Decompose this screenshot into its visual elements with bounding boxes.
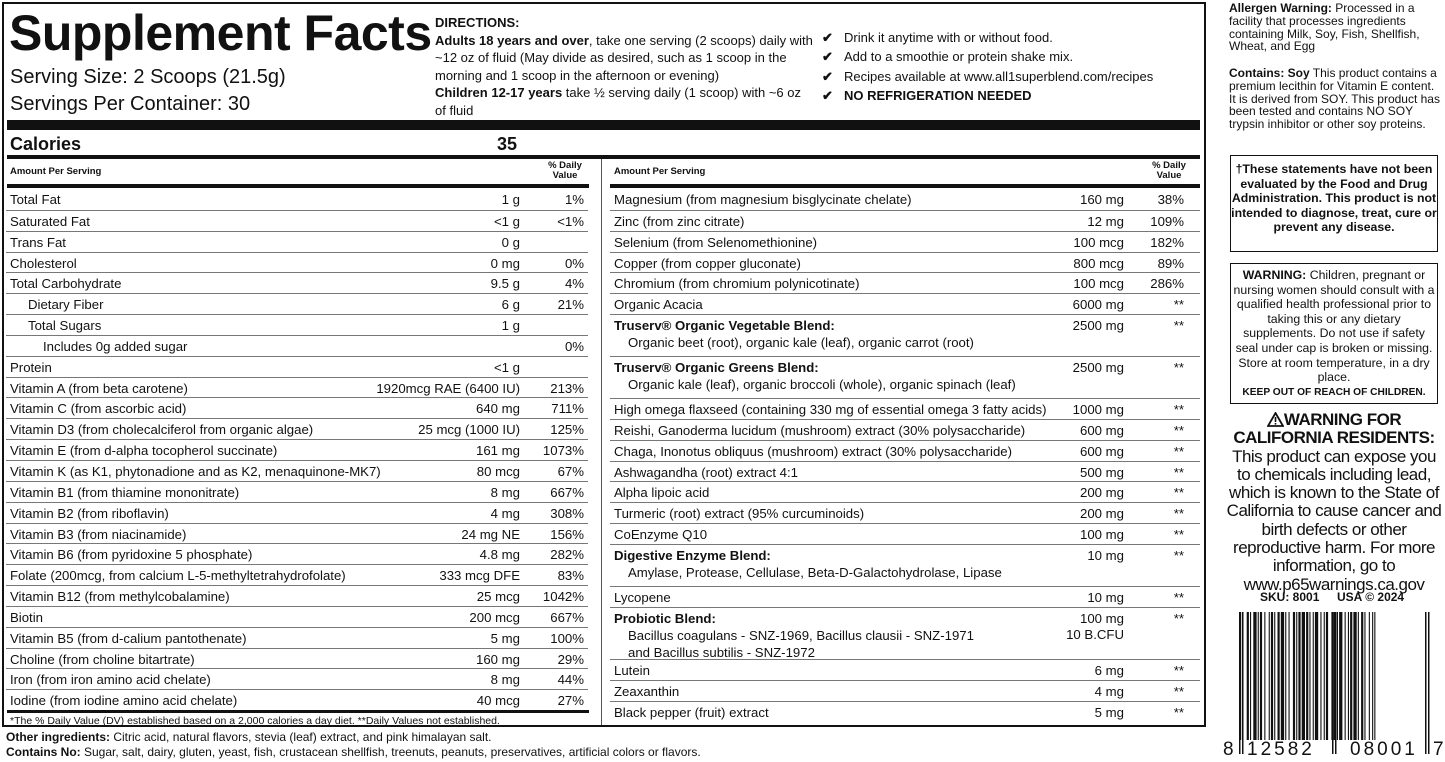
servings-per-container: Servings Per Container: 30 [10,93,251,115]
fda-statement: †These statements have not been evaluated by the Food and Drug Administration. This product is not intended to diagnose, treat, cure or prevent any disease. [1231,162,1437,235]
check-icon: ✔ [822,68,833,84]
barcode-group-2: 08001 [1350,739,1418,760]
table-row [6,356,588,377]
nutrient-amount: 80 mcg [476,463,520,479]
california-warning [1224,411,1444,594]
nutrient-name: Choline (from choline bitartrate) [10,651,195,667]
nutrient-daily-value: 308% [550,505,584,521]
nutrient-daily-value: 286% [1150,276,1184,292]
blend-ingredients: Amylase, Protease, Cellulase, Beta-D-Galactohydrolase, Lipase [628,564,1002,580]
nutrient-daily-value: 1% [564,192,584,207]
table-row [6,293,588,314]
contains-soy: Contains: Soy This product contains a premium lecithin for Vitamin E content. It is derived from SOY. This product has been tested and contains NO SOY trypsin inhibitor or other soy proteins. [1229,66,1440,132]
nutrient-amount: 333 mcg DFE [439,568,520,584]
nutrient-amount: 600 mg [1080,422,1124,438]
nutrient-name: Magnesium (from magnesium bisglycinate chelate) [614,192,912,207]
nutrient-daily-value: 109% [1150,213,1184,229]
nutrient-amount: 25 mcg (1000 IU) [418,422,520,438]
nutrient-amount: 40 mcg [476,693,520,709]
nutrient-amount: 2500 mg [1072,360,1124,376]
nutrient-amount: 8 mg [490,484,520,500]
nutrient-name: High omega flaxseed (containing 330 mg of essential omega 3 fatty acids) [614,402,1047,418]
table-row [610,210,1200,231]
nutrient-amount: 640 mg [476,401,520,417]
nutrient-daily-value: 83% [557,568,584,584]
nutrient-amount: 800 mcg [1073,255,1124,271]
nutrient-name: Total Fat [10,192,61,207]
nutrient-daily-value: 213% [550,380,584,396]
nutrient-amount: 100 mg [1080,527,1124,543]
calories-value: 35 [497,134,518,154]
nutrient-name: Truserv® Organic Greens Blend: Organic kale (leaf), organic broccoli (whole), organic spinach (leaf) [614,360,1016,393]
made-in: USA © 2024 [1337,590,1405,604]
nutrient-name: Black pepper (fruit) extract [614,704,769,720]
keep-out-of-reach: KEEP OUT OF REACH OF CHILDREN. [1242,386,1426,398]
nutrient-amount: 600 mg [1080,443,1124,459]
nutrient-daily-value: 27% [557,693,584,709]
nutrient-amount: 1 g [501,318,520,334]
nutrient-daily-value: 21% [557,297,584,313]
nutrient-name: Iron (from iron amino acid chelate) [10,672,211,688]
nutrient-daily-value: 89% [1157,255,1184,271]
calories-divider [7,155,1200,159]
nutrient-daily-value: ** [1173,610,1184,626]
barcode-digit-last: 7 [1433,739,1444,760]
thick-divider-top [7,120,1200,130]
nutrient-daily-value: 125% [550,422,584,438]
table-row [610,586,1200,607]
table-row [6,627,588,648]
table-row [610,440,1200,461]
nutrient-daily-value: ** [1173,527,1184,543]
nutrient-amount: 4 mg [490,505,520,521]
nutrient-name: Probiotic Blend: Bacillus coagulans - SNZ-1969, Bacillus clausii - SNZ-1971 and Bacillus subtilis - SNZ-1972 [614,610,974,660]
check-icon: ✔ [822,30,833,45]
allergen-warning: Allergen Warning: Processed in a facility that processes ingredients containing Milk, Soy, Fish, Shellfish, Wheat, and Egg [1229,1,1420,54]
nutrient-daily-value: ** [1173,547,1184,563]
nutrient-daily-value: ** [1173,360,1184,376]
usage-tip-text: Recipes available at www.all1superblend.com/recipes [844,68,1154,84]
nutrient-name: Vitamin B1 (from thiamine mononitrate) [10,484,240,500]
nutrient-daily-value: 0% [564,338,584,354]
nutrient-name: Total Carbohydrate [10,276,122,292]
nutrient-amount: 5 mg [490,630,520,646]
usage-tips [822,28,1206,105]
usage-tip [822,47,1206,66]
nutrient-name: Lutein [614,662,650,678]
amount-per-serving-left: Amount Per Serving [10,166,102,177]
nutrient-amount: 4 mg [1094,683,1124,699]
table-row [6,210,588,231]
nutrient-name: Saturated Fat [10,213,90,229]
nutrient-amount: 200 mg [1080,485,1124,501]
nutrient-amount: <1 g [493,359,520,375]
table-row [6,481,588,502]
column-divider [601,159,602,727]
nutrient-daily-value: 100% [550,630,584,646]
nutrient-amount: 100 mg 10 B.CFU [1066,610,1124,642]
nutrient-daily-value: 0% [564,255,584,271]
nutrient-amount: 10 mg [1087,547,1124,563]
table-row [610,680,1200,701]
barcode-group-1: 12582 [1247,739,1315,760]
table-row [6,564,588,585]
california-warning-title: WARNING FOR CALIFORNIA RESIDENTS: [1233,410,1435,448]
table-row [610,398,1200,419]
nutrient-name: Chaga, Inonotus obliquus (mushroom) extract (30% polysaccharide) [614,443,1013,459]
nutrient-daily-value: 156% [550,526,584,542]
sku: SKU: 8001 [1260,590,1320,604]
nutrient-daily-value: 182% [1150,234,1184,250]
table-row [6,272,588,293]
table-row [610,189,1200,210]
nutrient-name: Alpha lipoic acid [614,485,710,501]
table-row [610,701,1200,722]
table-row [6,523,588,544]
nutrient-amount: 200 mcg [469,609,520,625]
supplement-facts-panel [2,2,1206,727]
nutrient-name: Vitamin A (from beta carotene) [10,380,188,396]
table-row [6,648,588,669]
fda-statement-box [1230,155,1438,252]
nutrient-amount: 6 g [501,297,520,313]
nutrient-amount: 1 g [501,192,520,207]
table-row [610,544,1200,586]
table-row [6,189,588,210]
usage-tip-text: Drink it anytime with or without food. [844,30,1053,45]
nutrient-name: Vitamin B6 (from pyridoxine 5 phosphate) [10,547,253,563]
nutrient-name: Zeaxanthin [614,683,680,699]
nutrient-name: Vitamin C (from ascorbic acid) [10,401,187,417]
nutrient-daily-value: ** [1173,464,1184,480]
nutrient-daily-value: 67% [557,463,584,479]
table-row [610,419,1200,440]
nutrient-amount: 161 mg [476,443,520,459]
nutrient-name: Ashwagandha (root) extract 4:1 [614,464,798,480]
nutrient-daily-value: ** [1173,662,1184,678]
table-row [6,418,588,439]
nutrient-name: Vitamin E (from d-alpha tocopherol succinate) [10,443,278,459]
barcode-icon [1225,612,1443,760]
nutrient-name: Dietary Fiber [28,297,104,313]
nutrient-amount: 12 mg [1087,213,1124,229]
nutrient-amount: 10 mg [1087,589,1124,605]
nutrient-name: Digestive Enzyme Blend: Amylase, Protease, Cellulase, Beta-D-Galactohydrolase, Lipase [614,547,1002,580]
nutrient-name: Folate (200mcg, from calcium L-5-methyltetrahydrofolate) [10,568,346,584]
nutrient-amount: 5 mg [1094,704,1124,720]
warning-text: WARNING: Children, pregnant or nursing women should consult with a qualified health professional prior to taking this or any dietary supplements. Do not use if safety seal under cap is broken or missing. Store at room temperature, in a dry place. [1233,268,1435,385]
table-row [6,439,588,460]
nutrient-name: Copper (from copper gluconate) [614,255,801,271]
nutrient-name: Organic Acacia [614,297,703,313]
other-ingredients: Other ingredients: Citric acid, natural flavors, stevia (leaf) extract, and pink himalayan salt. [6,730,492,744]
usage-tip-text: NO REFRIGERATION NEEDED [844,87,1032,103]
nutrient-name: Iodine (from iodine amino acid chelate) [10,693,238,709]
table-row [610,293,1200,314]
nutrient-amount: 0 g [501,234,520,250]
table-row [610,231,1200,252]
directions-adults: Adults 18 years and over, take one serving (2 scoops) daily with ~12 oz of fluid (May divide as desired, such as 1 scoop in the morning and 1 scoop in the afternoon or evening) [435,32,813,83]
usage-tip-text: Add to a smoothie or protein shake mix. [844,49,1074,65]
usage-tip [822,28,1206,47]
contains-no: Contains No: Sugar, salt, dairy, gluten, yeast, fish, crustacean shellfish, treenuts, peanuts, preservatives, artificial colors or flavors. [6,745,701,759]
table-row [610,481,1200,502]
nutrient-name: Selenium (from Selenomethionine) [614,234,818,250]
amount-per-serving-right: Amount Per Serving [614,166,706,177]
table-row [6,460,588,481]
nutrient-table-right [610,189,1200,721]
blend-ingredients: and Bacillus subtilis - SNZ-1972 [628,644,815,660]
nutrient-name: Chromium (from chromium polynicotinate) [614,276,860,292]
nutrient-amount: 500 mg [1080,464,1124,480]
nutrient-daily-value: 29% [557,651,584,667]
table-row [610,272,1200,293]
table-row [6,377,588,398]
directions [435,14,815,120]
table-row [610,314,1200,356]
nutrient-daily-value: 44% [557,672,584,688]
table-row [6,335,588,356]
blend-ingredients: Organic kale (leaf), organic broccoli (whole), organic spinach (leaf) [628,377,1016,393]
nutrient-daily-value: 4% [564,276,584,292]
table-row [610,461,1200,482]
table-row [610,659,1200,680]
nutrient-amount: 160 mg [476,651,520,667]
nutrient-daily-value: ** [1173,318,1184,334]
directions-heading: DIRECTIONS: [435,15,520,30]
nutrient-amount: 1920mcg RAE (6400 IU) [376,380,520,396]
nutrient-amount: 160 mg [1080,192,1124,207]
nutrient-amount: <1 g [493,213,520,229]
nutrient-amount: 100 mcg [1073,234,1124,250]
table-row [610,252,1200,273]
nutrient-daily-value: 667% [550,609,584,625]
table-row [6,606,588,627]
nutrient-daily-value: ** [1173,704,1184,720]
nutrient-amount: 8 mg [490,672,520,688]
nutrient-name: Vitamin B12 (from methylcobalamine) [10,589,230,605]
header-divider-right [610,184,1200,188]
nutrient-amount: 200 mg [1080,506,1124,522]
nutrient-name: Vitamin D3 (from cholecalciferol from organic algae) [10,422,314,438]
usage-tip [822,67,1206,86]
nutrient-amount: 2500 mg [1072,318,1124,334]
daily-value-header-right: % Daily Value [1152,160,1186,181]
nutrient-amount: 0 mg [490,255,520,271]
nutrient-name: Truserv® Organic Vegetable Blend: Organic beet (root), organic kale (leaf), organic carrot (root) [614,318,974,351]
nutrient-name: Vitamin B3 (from niacinamide) [10,526,187,542]
nutrient-table-left [6,189,588,710]
nutrient-daily-value: ** [1173,506,1184,522]
calories-label: Calories [10,134,82,154]
nutrient-daily-value: 711% [551,401,584,417]
nutrient-daily-value: <1% [557,213,584,229]
barcode-digit-first: 8 [1223,739,1234,760]
nutrient-daily-value: ** [1173,422,1184,438]
nutrient-name: Biotin [10,609,43,625]
nutrient-daily-value: 282% [550,547,584,563]
footnote: *The % Daily Value (DV) established based on a 2,000 calories a day diet. **Daily Values not established. [10,715,500,727]
table-row [610,607,1200,659]
blend-ingredients: Organic beet (root), organic kale (leaf), organic carrot (root) [628,335,974,351]
nutrient-name: Protein [10,359,52,375]
nutrient-amount: 9.5 g [490,276,520,292]
warning-triangle-icon [1267,412,1284,427]
nutrient-daily-value: 667% [550,484,584,500]
nutrient-amount: 24 mg NE [461,526,520,542]
table-row [6,397,588,418]
panel-title: Supplement Facts [9,5,432,61]
nutrient-daily-value: ** [1173,485,1184,501]
nutrient-amount: 6 mg [1094,662,1124,678]
california-warning-text: This product can expose you to chemicals including lead, which is known to the State of California to cause cancer and birth defects or other reproductive harm. For more information, go to www.p65warnings.ca.gov [1226,446,1442,594]
daily-value-header-left: % Daily Value [548,160,582,181]
serving-size: Serving Size: 2 Scoops (21.5g) [10,66,286,88]
nutrient-name: Zinc (from zinc citrate) [614,213,745,229]
nutrient-name: Includes 0g added sugar [43,338,188,354]
nutrient-name: Total Sugars [28,318,102,334]
nutrient-amount: 6000 mg [1072,297,1124,313]
nutrient-amount: 25 mcg [476,589,520,605]
footnote-divider [7,710,589,713]
nutrient-daily-value: ** [1173,402,1184,418]
nutrient-name: Reishi, Ganoderma lucidum (mushroom) extract (30% polysaccharide) [614,422,1026,438]
table-row [610,502,1200,523]
nutrient-name: Cholesterol [10,255,77,271]
nutrient-daily-value: ** [1173,297,1184,313]
nutrient-name: Lycopene [614,589,671,605]
table-row [6,314,588,335]
table-row [610,356,1200,398]
nutrient-daily-value: 1042% [542,589,584,605]
nutrient-name: Vitamin K (as K1, phytonadione and as K2, menaquinone-MK7) [10,463,381,479]
nutrient-daily-value: 38% [1157,192,1184,207]
table-row [6,502,588,523]
nutrient-daily-value: ** [1173,683,1184,699]
nutrient-daily-value: ** [1173,443,1184,459]
nutrient-daily-value: 1073% [542,443,584,459]
table-row [6,585,588,606]
table-row [6,689,588,710]
table-row [6,668,588,689]
nutrient-amount: 1000 mg [1072,402,1124,418]
table-row [6,231,588,252]
check-icon: ✔ [822,87,833,103]
blend-ingredients: Bacillus coagulans - SNZ-1969, Bacillus clausii - SNZ-1971 [628,627,974,643]
header-divider-left [7,184,589,188]
nutrient-name: Turmeric (root) extract (95% curcuminoids) [614,506,865,522]
nutrient-amount: 100 mcg [1073,276,1124,292]
usage-tip [822,86,1206,105]
directions-children: Children 12-17 years take ½ serving daily (1 scoop) with ~6 oz of fluid [435,85,801,118]
nutrient-daily-value: ** [1173,589,1184,605]
table-row [6,252,588,273]
nutrient-name: Vitamin B2 (from riboflavin) [10,505,169,521]
warning-box [1230,263,1438,404]
table-row [6,543,588,564]
nutrient-name: Trans Fat [10,234,66,250]
nutrient-name: Vitamin B5 (from d-calium pantothenate) [10,630,247,646]
table-row [610,523,1200,544]
nutrient-amount: 4.8 mg [479,547,520,563]
check-icon: ✔ [822,49,833,65]
nutrient-name: CoEnzyme Q10 [614,527,708,543]
